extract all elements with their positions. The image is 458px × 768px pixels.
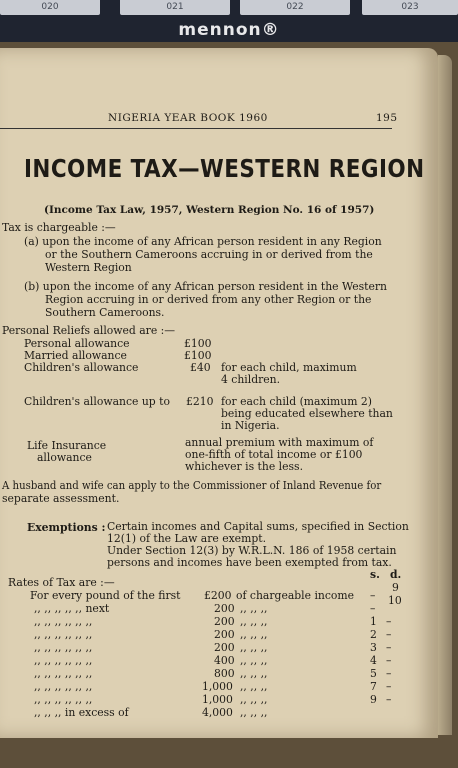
header-rule bbox=[0, 128, 392, 129]
rate-row-shillings: 4 bbox=[370, 654, 377, 667]
chargeable-b-line: Region accruing in or derived from any other Region or the bbox=[45, 293, 372, 306]
rate-row-text: ,, ,, ,, ,, ,, ,, bbox=[34, 693, 93, 706]
rate-row-text: ,, ,, ,, ,, ,, ,, bbox=[34, 654, 93, 667]
rate-row-text: ,, ,, ,, ,, ,, next bbox=[34, 602, 110, 615]
rate-row-basis: ,, ,, ,, bbox=[240, 628, 268, 641]
rate-row-shillings: 5 bbox=[370, 667, 377, 680]
rate-row-pence: 10 bbox=[388, 594, 402, 607]
husband-wife-note: A husband and wife can apply to the Commissioner of Inland Revenue for bbox=[2, 479, 382, 492]
chargeable-b-line: Southern Cameroons. bbox=[45, 306, 165, 319]
page-edge bbox=[438, 55, 452, 735]
rate-row-pence: – bbox=[386, 654, 392, 667]
rate-row-text: ,, ,, ,, ,, ,, ,, bbox=[34, 667, 93, 680]
frame-number: 020 bbox=[41, 2, 59, 12]
children-up-note: being educated elsewhere than bbox=[221, 407, 393, 420]
rate-row-text: ,, ,, ,, ,, ,, ,, bbox=[34, 628, 93, 641]
life-insurance-label: Life Insurance bbox=[27, 439, 107, 452]
rate-row-shillings: – bbox=[370, 602, 376, 615]
life-insurance-note: whichever is the less. bbox=[185, 460, 304, 473]
rate-row-amount: 4,000 bbox=[202, 706, 233, 719]
chargeable-a-line: Western Region bbox=[45, 261, 132, 274]
rate-row-basis: ,, ,, ,, bbox=[240, 667, 268, 680]
rate-row-pence: – bbox=[386, 680, 392, 693]
life-insurance-note: annual premium with maximum of bbox=[185, 436, 374, 449]
rate-row-pence: 9 bbox=[392, 581, 399, 594]
chargeable-heading: Tax is chargeable :— bbox=[2, 221, 116, 234]
exemptions-line: Certain incomes and Capital sums, specified in Section bbox=[107, 520, 409, 533]
rate-row-text: For every pound of the first bbox=[30, 589, 181, 602]
frame-number: 022 bbox=[286, 2, 304, 12]
married-allowance-label: Married allowance bbox=[24, 349, 127, 362]
page-subtitle: (Income Tax Law, 1957, Western Region No. 16 of 1957) bbox=[44, 204, 375, 216]
children-up-note: in Nigeria. bbox=[221, 419, 280, 432]
rate-row-basis: ,, ,, ,, bbox=[240, 693, 268, 706]
exemptions-line: Under Section 12(3) by W.R.L.N. 186 of 1958 certain bbox=[107, 544, 397, 557]
rate-row-amount: 200 bbox=[214, 641, 235, 654]
rate-row-pence: – bbox=[386, 667, 392, 680]
frame-number: 023 bbox=[401, 2, 419, 12]
column-header-shillings: s. bbox=[370, 568, 380, 581]
reliefs-heading: Personal Reliefs allowed are :— bbox=[2, 324, 176, 337]
rate-row-shillings: – bbox=[370, 589, 376, 602]
rate-row-amount: 1,000 bbox=[202, 693, 233, 706]
rate-row-pence: – bbox=[386, 693, 392, 706]
rate-row-amount: 200 bbox=[214, 602, 235, 615]
frame-number: 021 bbox=[166, 2, 184, 12]
rate-row-shillings: 2 bbox=[370, 628, 377, 641]
personal-allowance-amount: £100 bbox=[184, 337, 212, 350]
rate-row-pence: – bbox=[386, 615, 392, 628]
exemptions-line: 12(1) of the Law are exempt. bbox=[107, 532, 266, 545]
children-up-label: Children's allowance up to bbox=[24, 395, 170, 408]
rate-row-shillings: 3 bbox=[370, 641, 377, 654]
children-allowance-note: for each child, maximum bbox=[221, 361, 357, 374]
frame-strip bbox=[0, 0, 458, 16]
rate-row-basis: ,, ,, ,, bbox=[240, 706, 268, 719]
rate-row-basis: ,, ,, ,, bbox=[240, 654, 268, 667]
rate-row-text: ,, ,, ,, ,, ,, ,, bbox=[34, 641, 93, 654]
chargeable-b-line: (b) upon the income of any African person resident in the Western bbox=[24, 280, 387, 293]
rate-row-basis: ,, ,, ,, bbox=[240, 615, 268, 628]
children-allowance-note: 4 children. bbox=[221, 373, 281, 386]
exemptions-label: Exemptions : bbox=[27, 521, 106, 534]
rate-row-amount: 400 bbox=[214, 654, 235, 667]
running-title: NIGERIA YEAR BOOK 1960 bbox=[108, 112, 268, 124]
married-allowance-amount: £100 bbox=[184, 349, 212, 362]
rate-row-amount: 1,000 bbox=[202, 680, 233, 693]
frame-tab[interactable] bbox=[120, 0, 230, 15]
personal-allowance-label: Personal allowance bbox=[24, 337, 130, 350]
rate-row-text: ,, ,, ,, in excess of bbox=[34, 706, 129, 719]
rate-row-pence: – bbox=[386, 641, 392, 654]
rate-row-amount: £200 bbox=[204, 589, 232, 602]
life-insurance-note: one-fifth of total income or £100 bbox=[185, 448, 363, 461]
frame-tab[interactable] bbox=[240, 0, 350, 15]
rate-row-shillings: 7 bbox=[370, 680, 377, 693]
exemptions-line: persons and incomes have been exempted from tax. bbox=[107, 556, 392, 569]
children-allowance-amount: £40 bbox=[190, 361, 211, 374]
children-up-note: for each child (maximum 2) bbox=[221, 395, 372, 408]
rate-row-amount: 200 bbox=[214, 628, 235, 641]
brand-logo: mennon® bbox=[178, 20, 280, 40]
life-insurance-label: allowance bbox=[37, 451, 92, 464]
rate-row-pence: – bbox=[386, 628, 392, 641]
chargeable-a-line: or the Southern Cameroons accruing in or derived from the bbox=[45, 248, 373, 261]
rate-row-basis: ,, ,, ,, bbox=[240, 680, 268, 693]
children-up-amount: £210 bbox=[186, 395, 214, 408]
husband-wife-note: separate assessment. bbox=[2, 492, 120, 505]
rate-row-text: ,, ,, ,, ,, ,, ,, bbox=[34, 680, 93, 693]
chargeable-a-line: (a) upon the income of any African person resident in any Region bbox=[24, 235, 382, 248]
column-header-pence: d. bbox=[390, 568, 402, 581]
rate-row-basis: of chargeable income bbox=[236, 589, 355, 602]
page-title: INCOME TAX—WESTERN REGION bbox=[24, 154, 425, 183]
frame-tab[interactable] bbox=[0, 0, 100, 15]
children-allowance-label: Children's allowance bbox=[24, 361, 139, 374]
rates-heading: Rates of Tax are :— bbox=[8, 576, 115, 589]
rate-row-text: ,, ,, ,, ,, ,, ,, bbox=[34, 615, 93, 628]
frame-tab[interactable] bbox=[362, 0, 458, 15]
rate-row-shillings: 1 bbox=[370, 615, 377, 628]
rate-row-amount: 200 bbox=[214, 615, 235, 628]
rate-row-shillings: 9 bbox=[370, 693, 377, 706]
rate-row-basis: ,, ,, ,, bbox=[240, 602, 268, 615]
document-page bbox=[0, 48, 438, 738]
rate-row-amount: 800 bbox=[214, 667, 235, 680]
rate-row-basis: ,, ,, ,, bbox=[240, 641, 268, 654]
page-number: 195 bbox=[376, 112, 398, 124]
scanner-toolbar bbox=[0, 0, 458, 42]
